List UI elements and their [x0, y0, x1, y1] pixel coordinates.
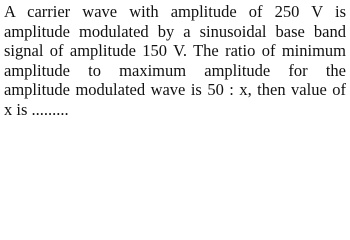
question-text	[4, 2, 346, 119]
question-line-4: amplitude to maximum amplitude for the	[4, 60, 346, 80]
question-line-2: amplitude modulated by a sinusoidal base band	[4, 21, 346, 41]
question-line-6: x is .........	[4, 99, 69, 119]
question-line-3: signal of amplitude 150 V. The ratio of minimum	[4, 41, 346, 60]
question-line-1: A carrier wave with amplitude of 250 V is	[4, 2, 346, 21]
question-line-5: amplitude modulated wave is 50 : x, then value of	[4, 80, 346, 99]
